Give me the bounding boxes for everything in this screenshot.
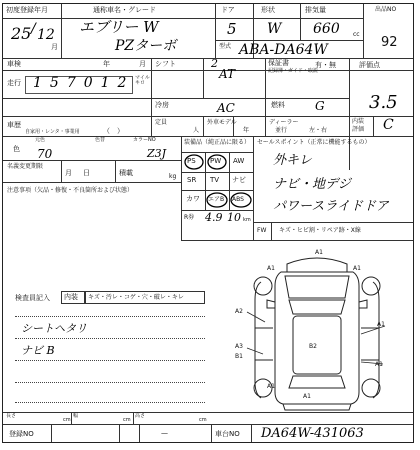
equipment-title: 装備品（純正品に限る） xyxy=(184,139,251,146)
reg-month: 月 xyxy=(65,169,72,177)
model-label: 型式 xyxy=(219,43,232,50)
width-label: 幅 xyxy=(73,413,79,419)
height-cm: cm xyxy=(199,417,207,423)
original-color-label: 元色 xyxy=(35,137,46,143)
displacement-value: 660 xyxy=(313,21,340,37)
shaken-label: 車検 xyxy=(7,60,21,68)
history-sub: 自家用・レンタ・事業用 xyxy=(25,129,80,135)
month-label: 月 xyxy=(51,43,58,51)
displacement-label: 排気量 xyxy=(305,6,326,14)
damage-mark-left-sill: B1 xyxy=(235,353,243,360)
history-label: 車歴 xyxy=(7,121,21,129)
shape-label: 形状 xyxy=(261,6,275,14)
auction-sheet xyxy=(2,3,414,443)
capacity-label: 定員 xyxy=(155,119,168,126)
reg-no-label: 登録NO xyxy=(9,430,34,438)
equip-sr: SR xyxy=(187,176,197,184)
pw-circle-icon xyxy=(206,153,228,171)
shift-value: AT xyxy=(219,67,236,81)
length-label: 長さ xyxy=(6,413,17,419)
dealer-sub: 並行 xyxy=(275,127,288,134)
capacity-unit: 人 xyxy=(193,127,200,134)
mileage-value: 157012 xyxy=(33,75,135,91)
r-ticket-unit: km xyxy=(243,217,251,223)
door-value: 5 xyxy=(227,20,237,38)
car-name-label: 通称車名・グレード xyxy=(93,6,156,14)
shift-gear: 2 xyxy=(211,57,218,70)
interior-value: C xyxy=(383,117,394,133)
notes-label: 注意事項（欠品・修復・不良箇所および状態） xyxy=(7,187,134,194)
model-value: ABA-DA64W xyxy=(239,42,328,58)
damage-mark-rear-left: A1 xyxy=(267,383,275,390)
equip-leather: カワ xyxy=(186,195,200,203)
damage-mark-right-rear: A1 xyxy=(375,361,383,368)
r-ticket-value: 4.9 xyxy=(205,211,223,224)
handle-label: 左・右 xyxy=(309,127,328,134)
door-label: ドア xyxy=(221,6,235,14)
shape-value: W xyxy=(267,21,282,37)
ps-circle-icon xyxy=(183,153,205,171)
fw-options: キズ・ヒビ割・リペア跡・X線 xyxy=(279,227,361,234)
inspector-options: キズ・汚レ・コゲ・穴・破レ・キレ xyxy=(88,294,184,301)
length-cm: cm xyxy=(63,417,71,423)
abs-circle-icon xyxy=(229,191,253,209)
color-value: 70 xyxy=(37,147,53,161)
ac-label: 冷房 xyxy=(155,101,169,109)
fw-label: FW xyxy=(257,227,267,234)
equip-tv: TV xyxy=(210,176,220,184)
dealer-label: ディーラー xyxy=(269,119,299,126)
width-cm: cm xyxy=(123,417,131,423)
equip-airbag: エアB xyxy=(208,196,225,203)
year-value: 25 xyxy=(11,24,32,43)
damage-mark-right-door: A1 xyxy=(377,321,385,328)
equip-abs: ABS xyxy=(232,196,244,203)
cc-label: cc xyxy=(353,31,360,38)
damage-mark-rear: A1 xyxy=(303,393,311,400)
shaken-month-label: 月 xyxy=(139,60,146,68)
shift-label: シフト xyxy=(155,60,176,68)
loading-label: 積載 xyxy=(119,169,133,177)
damage-mark-left-door: A2 xyxy=(235,308,243,315)
height-label: 高さ xyxy=(135,413,146,419)
lot-no-value: 92 xyxy=(381,35,398,50)
shaken-year-label: 年 xyxy=(103,60,110,68)
inspector-note-1: シートヘタリ xyxy=(21,322,87,335)
grade-value: PZターボ xyxy=(115,38,177,54)
sales-point-3: パワースライドドア xyxy=(273,199,389,214)
ac-value: AC xyxy=(217,101,235,115)
damage-pointer-lines xyxy=(235,304,405,374)
color-no-value: Z3J xyxy=(147,147,167,160)
fuel-value: G xyxy=(315,99,325,113)
equip-pw: PW xyxy=(210,157,222,165)
damage-mark-front: A1 xyxy=(315,249,323,256)
reg-no-dash: — xyxy=(161,429,168,437)
inspector-tag: 内装 xyxy=(64,293,78,301)
color-label: 色 xyxy=(13,145,20,153)
fuel-label: 燃料 xyxy=(271,101,285,109)
first-reg-label: 初度登録年月 xyxy=(6,6,48,14)
equip-ps: PS xyxy=(187,157,196,165)
mileage-unit: マイル キロ xyxy=(135,75,150,86)
equip-aw: AW xyxy=(233,157,245,165)
equip-navi: ナビ xyxy=(232,176,246,184)
warranty-sub: 記録簿・ガイド・取説 xyxy=(268,68,318,74)
inspector-label: 検査員記入 xyxy=(15,294,50,302)
exterior-label: 外車モデル xyxy=(207,119,237,126)
mileage-label: 走行 xyxy=(7,79,21,87)
slash-mark: / xyxy=(31,21,36,37)
frame-no-value: DA64W-431063 xyxy=(261,426,364,441)
frame-no-label: 車台NO xyxy=(215,430,240,438)
same-color-label: 色替 xyxy=(95,137,106,143)
month-value: 12 xyxy=(37,27,55,43)
kg-label: kg xyxy=(169,173,177,180)
interior-sub: 評価 xyxy=(352,126,365,133)
sales-point-1: 外キレ xyxy=(273,153,312,168)
score-label: 評価点 xyxy=(359,61,380,69)
r-ticket-label: R券 xyxy=(184,214,195,221)
sales-point-2: ナビ・地デジ xyxy=(273,177,351,192)
interior-label: 内装 xyxy=(352,118,365,125)
airbag-circle-icon xyxy=(206,191,228,209)
r-ticket-suffix: 10 xyxy=(227,211,241,224)
damage-mark-roof: B2 xyxy=(309,343,317,350)
damage-mark-front-right: A1 xyxy=(353,265,361,272)
sales-point-title: セールスポイント（正常に機能するもの） xyxy=(257,139,371,146)
warranty-label: 保証書 xyxy=(268,59,289,67)
score-value: 3.5 xyxy=(369,92,398,113)
name-change-label: 名義変更期限 xyxy=(7,163,44,170)
inspector-note-2: ナビ B xyxy=(21,344,55,357)
lot-no-label: 出品NO xyxy=(375,6,397,13)
warranty-has: 有・無 xyxy=(315,61,336,69)
exterior-year: 年 xyxy=(243,127,250,134)
damage-mark-left-rear: A3 xyxy=(235,343,243,350)
color-no-label: カラーNO xyxy=(133,137,156,143)
reg-day: 日 xyxy=(83,169,90,177)
history-paren: （ ） xyxy=(103,127,124,135)
damage-mark-front-left: A1 xyxy=(267,265,275,272)
car-name-value: エブリー W xyxy=(79,18,159,36)
